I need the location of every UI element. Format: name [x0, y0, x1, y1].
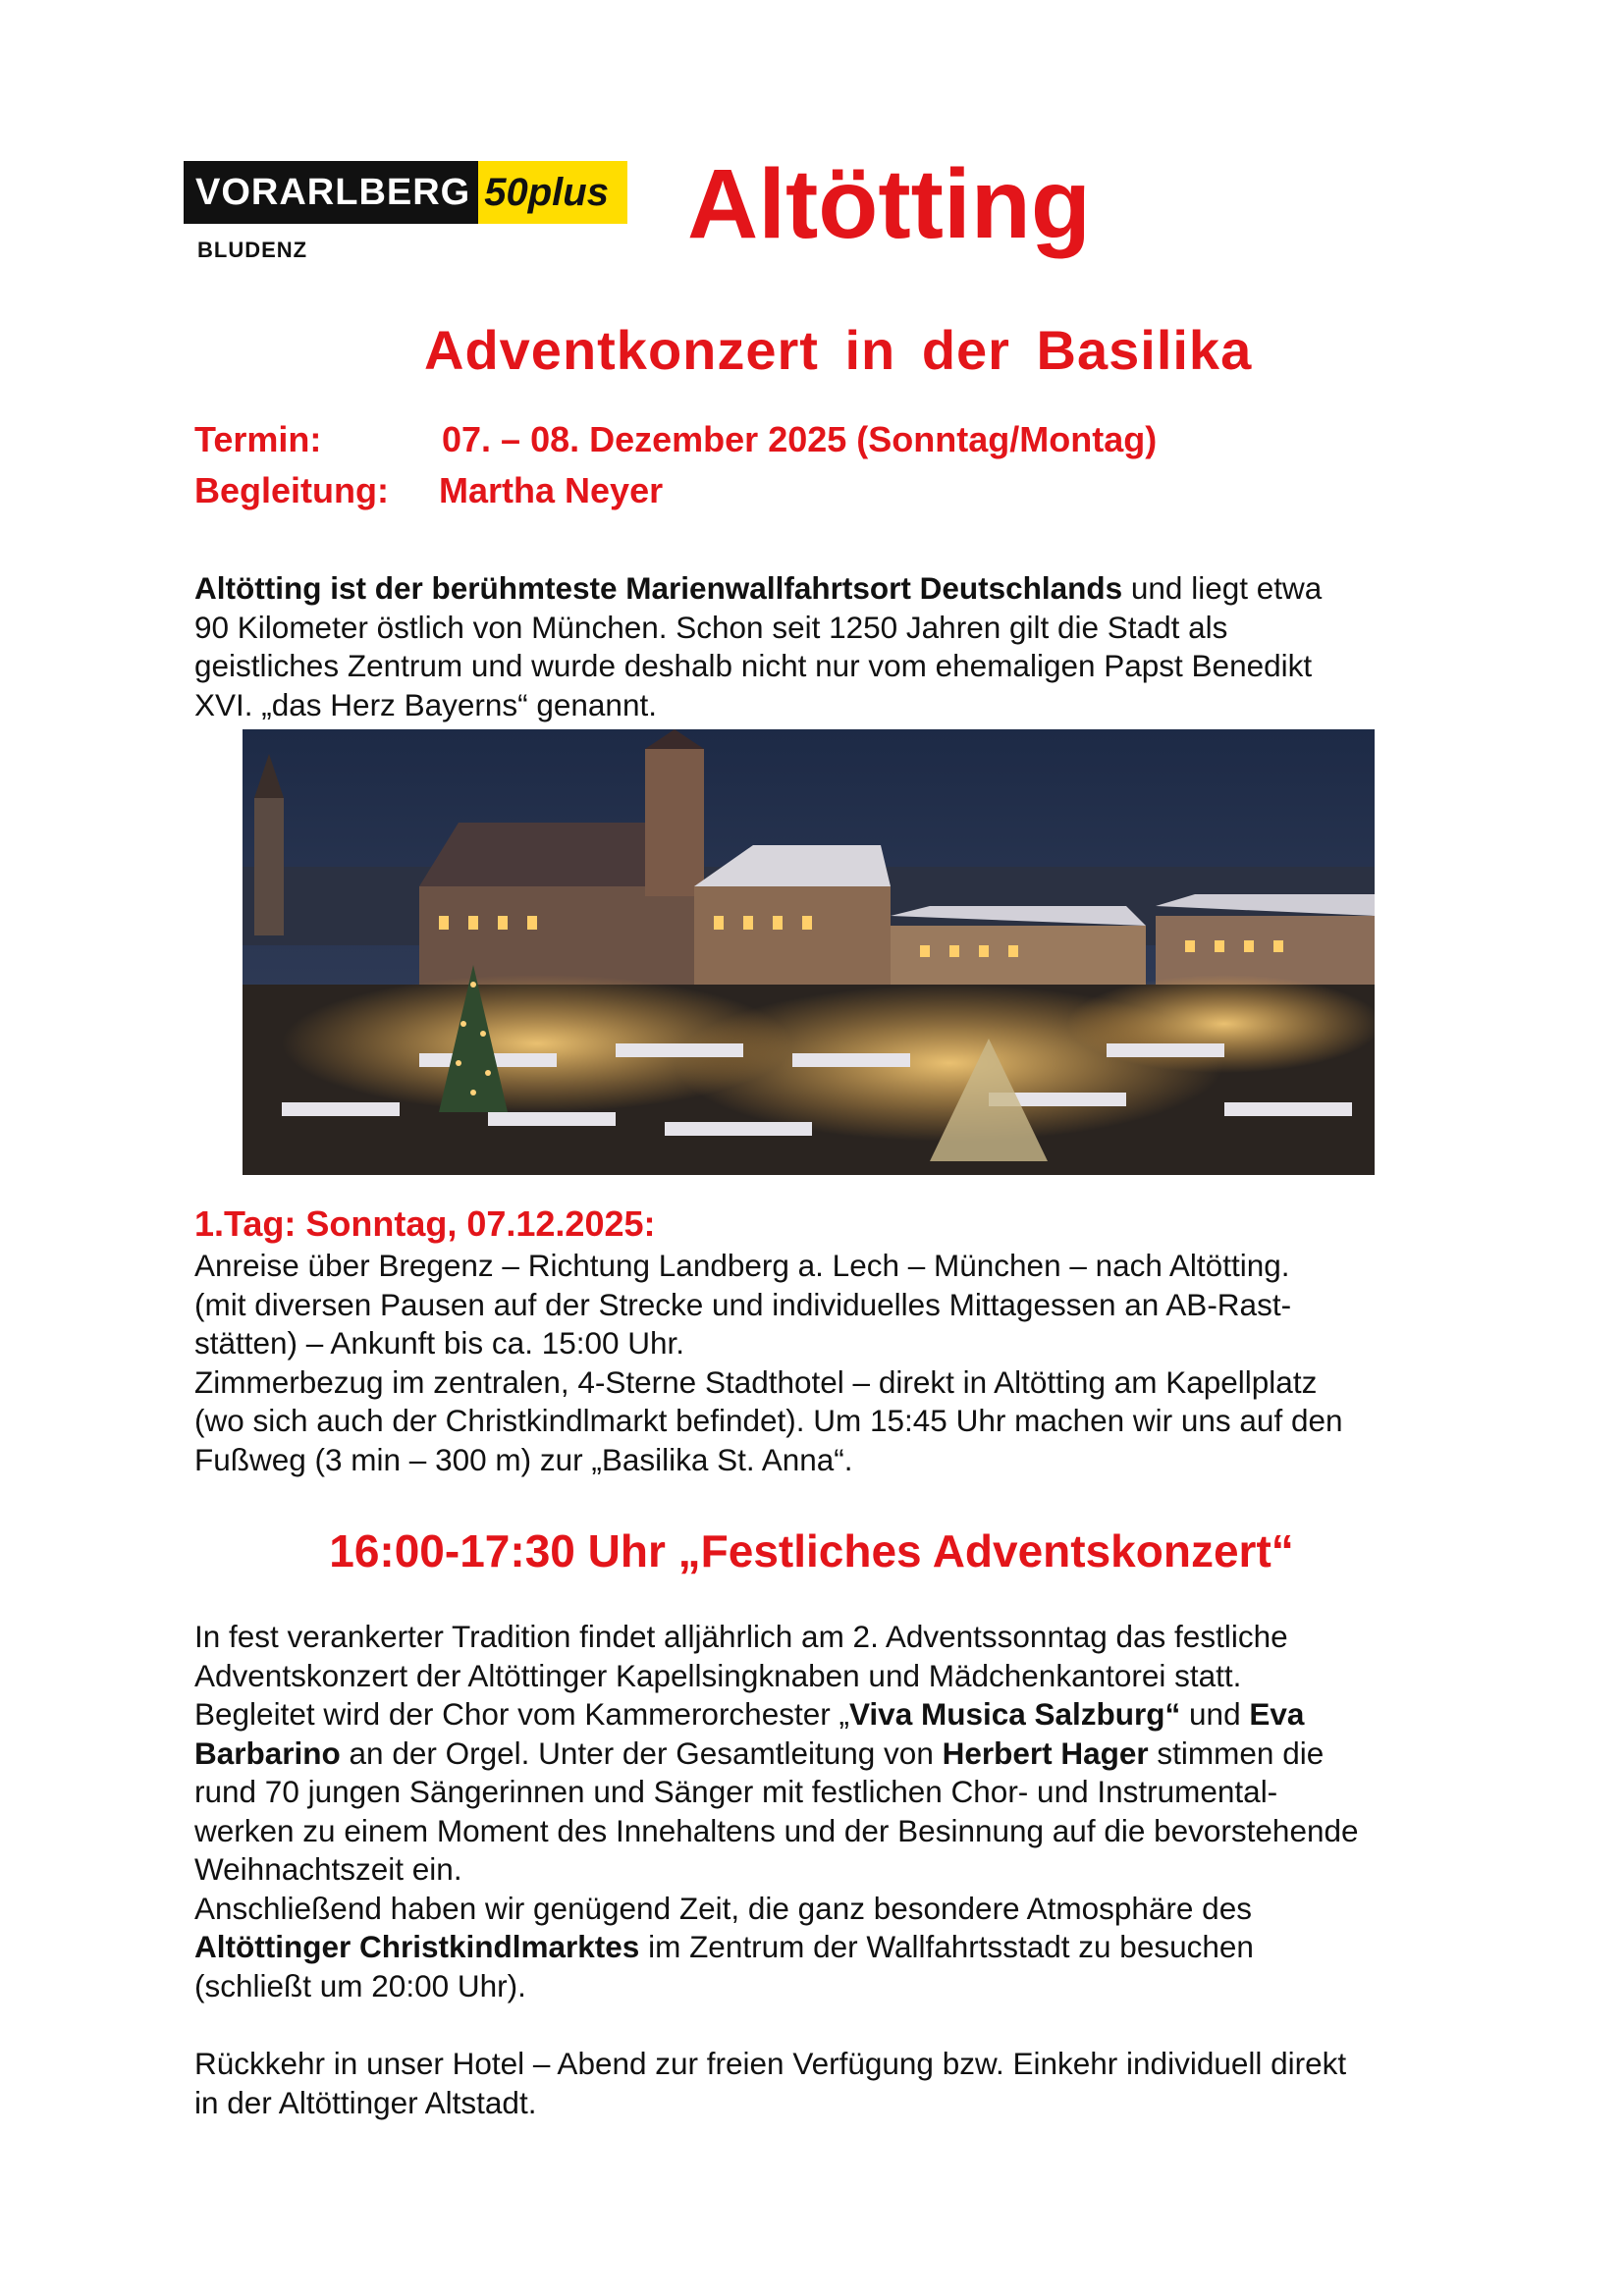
termin-value: 07. – 08. Dezember 2025 (Sonntag/Montag)	[442, 419, 1158, 459]
day1-line: (mit diversen Pausen auf der Strecke und individuelles Mittagessen an AB-Rast-	[194, 1286, 1292, 1322]
vorarlberg-50plus-logo	[184, 161, 627, 263]
return-line-2: in der Altöttinger Altstadt.	[194, 2084, 537, 2120]
return-line-1: Rückkehr in unser Hotel – Abend zur freien Verfügung bzw. Einkehr individuell direkt	[194, 2046, 1347, 2081]
page-title: Altötting	[687, 149, 1091, 259]
concert-line-9	[194, 1928, 1451, 1967]
intro-paragraph	[194, 569, 1451, 724]
begleitung-label: Begleitung:	[194, 470, 389, 510]
begleitung-value: Martha Neyer	[439, 470, 664, 510]
organist-last-name: Barbarino	[194, 1735, 341, 1771]
intro-line-3: geistliches Zentrum und wurde deshalb nicht nur vom ehemaligen Papst Benedikt	[194, 648, 1313, 683]
day1-heading: 1.Tag: Sonntag, 07.12.2025:	[194, 1203, 656, 1244]
concert-heading: 16:00-17:30 Uhr „Festliches Adventskonzert“	[329, 1525, 1294, 1576]
concert-line-4	[194, 1735, 1451, 1774]
concert-line-5: rund 70 jungen Sängerinnen und Sänger mit festlichen Chor- und Instrumental-	[194, 1774, 1278, 1809]
day1-line: Zimmerbezug im zentralen, 4-Sterne Stadthotel – direkt in Altötting am Kapellplatz	[194, 1363, 1318, 1400]
christmas-market-photo	[243, 729, 1375, 1175]
orchestra-name: Viva Musica Salzburg“	[848, 1696, 1181, 1732]
logo-brand-left: VORARLBERG	[184, 161, 478, 224]
night-market-illustration	[243, 729, 1375, 1175]
intro-bold-lead: Altötting ist der berühmteste Marienwallfahrtsort Deutschlands	[194, 570, 1123, 606]
concert-line-8: Anschließend haben wir genügend Zeit, die ganz besondere Atmosphäre des	[194, 1890, 1252, 1926]
intro-line-1-rest: und liegt etwa	[1122, 570, 1323, 606]
day1-line: Anreise über Bregenz – Richtung Landberg a. Lech – München – nach Altötting.	[194, 1248, 1290, 1283]
day1-line: Fußweg (3 min – 300 m) zur „Basilika St. Anna“.	[194, 1441, 853, 1477]
termin-label: Termin:	[194, 419, 322, 459]
concert-line-10: (schließt um 20:00 Uhr).	[194, 1967, 526, 2003]
intro-line-2: 90 Kilometer östlich von München. Schon seit 1250 Jahren gilt die Stadt als	[194, 609, 1228, 645]
intro-line-4: XVI. „das Herz Bayerns“ genannt.	[194, 686, 657, 722]
concert-line-6: werken zu einem Moment des Innehaltens und der Besinnung auf die bevorstehende	[194, 1812, 1359, 1848]
day1-line: (wo sich auch der Christkindlmarkt befindet). Um 15:45 Uhr machen wir uns auf den	[194, 1403, 1343, 1438]
concert-line-4d: stimmen die	[1148, 1735, 1325, 1771]
concert-line-2: Adventskonzert der Altöttinger Kapellsingknaben und Mädchenkantorei statt.	[194, 1657, 1242, 1693]
concert-line-7: Weihnachtszeit ein.	[194, 1851, 462, 1887]
concert-line-3	[194, 1695, 1451, 1735]
day1-paragraph	[194, 1247, 1451, 1479]
conductor-name: Herbert Hager	[942, 1735, 1149, 1771]
intro-line-1	[194, 569, 1451, 609]
logo-bar	[184, 161, 627, 224]
termin-row	[194, 418, 1157, 461]
concert-line-3a: Begleitet wird der Chor vom Kammerorchester „	[194, 1696, 849, 1732]
concert-paragraph	[194, 1618, 1451, 2005]
logo-brand-right: 50plus	[478, 161, 627, 224]
begleitung-row	[194, 469, 663, 512]
logo-location: BLUDENZ	[197, 238, 308, 262]
market-name: Altöttinger Christkindlmarktes	[194, 1929, 640, 1964]
concert-line-4b: an der Orgel. Unter der Gesamtleitung von	[340, 1735, 943, 1771]
concert-line-9b: im Zentrum der Wallfahrtsstadt zu besuchen	[639, 1929, 1254, 1964]
organist-first-name: Eva	[1249, 1696, 1305, 1732]
day1-line: stätten) – Ankunft bis ca. 15:00 Uhr.	[194, 1325, 685, 1361]
return-paragraph	[194, 2045, 1451, 2122]
concert-line-3c: und	[1180, 1696, 1250, 1732]
concert-line-1: In fest verankerter Tradition findet alljährlich am 2. Adventssonntag das festliche	[194, 1619, 1288, 1654]
page-subtitle: Adventkonzert in der Basilika	[424, 319, 1253, 381]
